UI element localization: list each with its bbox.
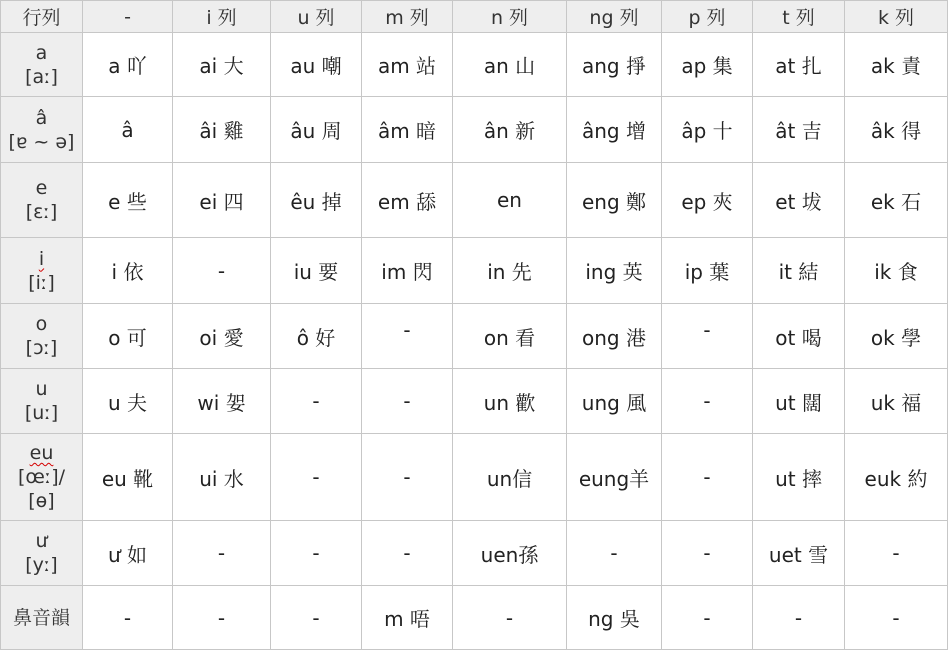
corner-header: 行列 [1,1,83,33]
rime-cell: ân 新 [453,97,567,163]
rime-cell: ư 如 [83,521,173,586]
rime-cell: on 看 [453,304,567,369]
row-vowel: ư [35,530,48,552]
rime-cell: êu 掉 [271,163,362,238]
rime-cell: iu 要 [271,238,362,304]
row-header [1,97,83,163]
row-header-nasal: 鼻音韻 [1,586,83,650]
row-vowel: i [38,247,45,270]
row-ipa: [ɔː] [25,337,58,359]
table-row-eu [1,434,948,521]
rime-cell: ut 闊 [753,369,845,434]
row-header [1,163,83,238]
rime-cell: âk 得 [845,97,948,163]
rime-cell: - [662,434,753,521]
rime-cell: ang 掙 [567,33,662,97]
table-row-a [1,33,948,97]
rime-cell: - [173,238,271,304]
rime-cell: i 依 [83,238,173,304]
rime-cell: u 夫 [83,369,173,434]
table-row-e [1,163,948,238]
rime-cell: un 歡 [453,369,567,434]
rime-cell: - [173,586,271,650]
rime-cell: ot 喝 [753,304,845,369]
rime-cell: ai 大 [173,33,271,97]
rime-cell: - [662,521,753,586]
rime-cell: ei 四 [173,163,271,238]
rime-cell: wi 妿 [173,369,271,434]
row-vowel: eu [29,442,54,464]
row-header [1,33,83,97]
rime-cell: - [662,304,753,369]
row-vowel: u [35,378,48,400]
rime-cell: ek 石 [845,163,948,238]
column-header: k 列 [845,1,948,33]
rime-cell: - [271,369,362,434]
rime-cell: en [453,163,567,238]
table-row-u [1,369,948,434]
rime-cell: ut 摔 [753,434,845,521]
column-header: m 列 [362,1,453,33]
rime-cell: ât 吉 [753,97,845,163]
rime-cell: un信 [453,434,567,521]
rime-cell: ung 風 [567,369,662,434]
rime-cell: ing 英 [567,238,662,304]
column-header: t 列 [753,1,845,33]
rime-cell: eu 靴 [83,434,173,521]
column-header: n 列 [453,1,567,33]
rime-cell: eung羊 [567,434,662,521]
rime-cell: ui 水 [173,434,271,521]
rime-cell: - [362,521,453,586]
column-header: ng 列 [567,1,662,33]
table-row-nasal [1,586,948,650]
rime-cell: oi 愛 [173,304,271,369]
row-header [1,521,83,586]
row-ipa: [ɛː] [25,201,58,223]
rime-cell: euk 約 [845,434,948,521]
rime-cell: em 舔 [362,163,453,238]
row-ipa: [yː] [25,554,58,576]
rime-cell: - [83,586,173,650]
rime-cell: ap 集 [662,33,753,97]
rime-cell: o 可 [83,304,173,369]
column-header: i 列 [173,1,271,33]
rime-cell: at 扎 [753,33,845,97]
rime-cell: - [362,434,453,521]
rime-cell: ip 葉 [662,238,753,304]
rime-cell: - [662,369,753,434]
rime-cell: an 山 [453,33,567,97]
rime-cell: et 坺 [753,163,845,238]
table-row-u-horn [1,521,948,586]
rime-cell: - [362,304,453,369]
rime-cell: âp 十 [662,97,753,163]
rime-cell: ak 責 [845,33,948,97]
rime-cell: au 嘲 [271,33,362,97]
rime-cell: - [271,586,362,650]
rime-cell: a 吖 [83,33,173,97]
rime-cell: uen孫 [453,521,567,586]
row-header [1,238,83,304]
rime-cell: - [845,586,948,650]
rime-cell: - [453,586,567,650]
row-vowel: o [35,313,48,335]
row-header [1,304,83,369]
row-ipa: [ɐ ~ ə] [8,130,75,153]
rime-cell: ng 吳 [567,586,662,650]
header-row [1,1,948,33]
table-row-i [1,238,948,304]
rime-cell: e 些 [83,163,173,238]
rime-cell: âi 雞 [173,97,271,163]
row-ipa: [œː]/[ɵ] [17,466,66,512]
row-ipa: [uː] [24,402,59,424]
rime-cell: m 唔 [362,586,453,650]
rime-cell: - [271,521,362,586]
rime-cell: uk 福 [845,369,948,434]
rime-cell: âm 暗 [362,97,453,163]
rime-cell: ok 學 [845,304,948,369]
rime-cell: âng 增 [567,97,662,163]
rime-cell: am 站 [362,33,453,97]
rime-cell: - [271,434,362,521]
rime-cell: eng 鄭 [567,163,662,238]
rime-cell: ep 夾 [662,163,753,238]
row-ipa: [iː] [28,271,55,294]
column-header: - [83,1,173,33]
row-vowel: a [35,41,48,64]
row-vowel: â [35,106,48,129]
table-row-a-circumflex [1,97,948,163]
rime-cell: - [845,521,948,586]
row-vowel: e [35,177,48,199]
row-header [1,369,83,434]
rime-cell: ong 港 [567,304,662,369]
rime-cell: - [567,521,662,586]
rime-cell: - [362,369,453,434]
table-row-o [1,304,948,369]
row-header [1,434,83,521]
rime-cell: - [753,586,845,650]
rime-cell: - [662,586,753,650]
column-header: p 列 [662,1,753,33]
rime-cell: uet 雪 [753,521,845,586]
rime-cell: im 閃 [362,238,453,304]
rime-cell: ô 好 [271,304,362,369]
rime-cell: â [83,97,173,163]
row-ipa: [aː] [25,65,58,88]
column-header: u 列 [271,1,362,33]
rime-cell: - [173,521,271,586]
rime-cell: it 結 [753,238,845,304]
rime-cell: in 先 [453,238,567,304]
rime-cell: âu 周 [271,97,362,163]
rime-cell: ik 食 [845,238,948,304]
